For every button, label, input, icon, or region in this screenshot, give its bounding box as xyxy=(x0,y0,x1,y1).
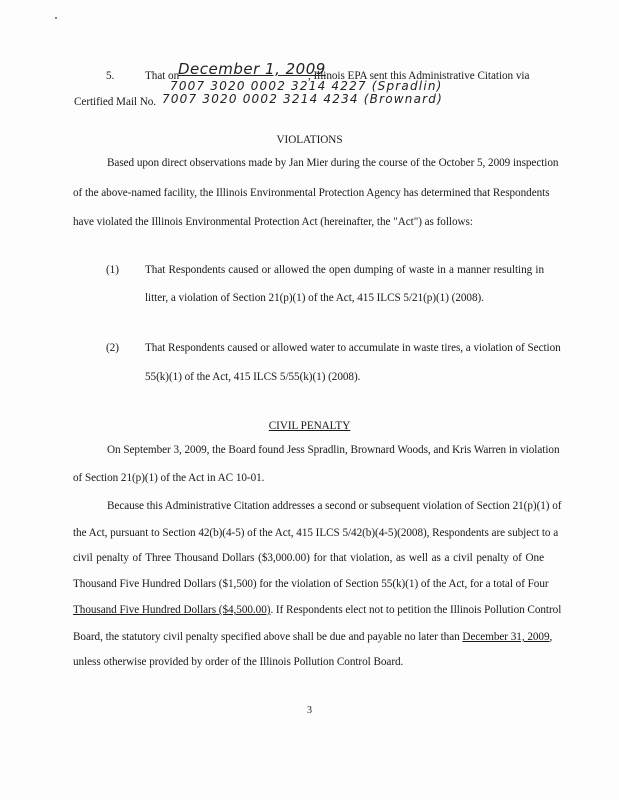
penalty-para2-line-4: Thousand Five Hundred Dollars ($1,500) for the violation of Section 55(k)(1) of the Act, for a total of Four xyxy=(73,578,549,590)
scan-speck xyxy=(55,17,57,19)
violation-text-line: litter, a violation of Section 21(p)(1) of the Act, 415 ILCS 5/21(p)(1) (2008). xyxy=(145,292,484,304)
penalty-para2-line-2: the Act, pursuant to Section 42(b)(4-5) of the Act, 415 ILCS 5/42(b)(4-5)(2008), Respondents are subject to a xyxy=(73,527,559,539)
penalty-para2-line-6 xyxy=(73,631,552,643)
civil-penalty-heading: CIVIL PENALTY xyxy=(268,420,351,432)
penalty-para1-line-1: On September 3, 2009, the Board found Jess Spradlin, Brownard Woods, and Kris Warren in violation xyxy=(107,444,560,456)
violation-text-line: That Respondents caused or allowed the open dumping of waste in a manner resulting in xyxy=(145,264,544,276)
violations-intro-line-1: Based upon direct observations made by Jan Mier during the course of the October 5, 2009 inspection xyxy=(107,157,559,169)
certified-mail-label: Certified Mail No. xyxy=(74,96,157,108)
violations-intro-line-2: of the above-named facility, the Illinois Environmental Protection Agency has determined that Respondents xyxy=(73,187,550,199)
penalty-para2-line-3: civil penalty of Three Thousand Dollars ($3,000.00) for that violation, as well as a civil penalty of One xyxy=(73,552,544,564)
handwritten-tracking-2: 7007 3020 0002 3214 4234 (Brownard) xyxy=(162,92,443,106)
paragraph-lead: That on xyxy=(145,70,180,82)
violations-intro-line-3: have violated the Illinois Environmental Protection Act (hereinafter, the "Act") as follows: xyxy=(73,216,473,228)
due-date: December 31, 2009 xyxy=(462,631,550,643)
paragraph-number: 5. xyxy=(106,70,115,82)
penalty-para1-line-2: of Section 21(p)(1) of the Act in AC 10-01. xyxy=(73,472,265,484)
violation-text-line: 55(k)(1) of the Act, 415 ILCS 5/55(k)(1) (2008). xyxy=(145,371,361,383)
penalty-para2-line-7: unless otherwise provided by order of the Illinois Pollution Control Board. xyxy=(73,656,404,668)
penalty-line-text: , xyxy=(549,631,553,643)
violation-number: (2) xyxy=(106,342,119,354)
total-penalty-amount: Thousand Five Hundred Dollars ($4,500.00) xyxy=(73,604,271,616)
penalty-line-text: . If Respondents elect not to petition the Illinois Pollution Control xyxy=(270,604,562,616)
paragraph-rest: , Illinois EPA sent this Administrative Citation via xyxy=(308,70,530,82)
penalty-para2-line-1: Because this Administrative Citation addresses a second or subsequent violation of Section 21(p)(1) of xyxy=(107,500,562,512)
penalty-line-text: Board, the statutory civil penalty specified above shall be due and payable no later than xyxy=(73,631,463,643)
penalty-para2-line-5 xyxy=(73,604,561,616)
handwritten-tracking-1: 7007 3020 0002 3214 4227 (Spradlin) xyxy=(170,79,443,93)
violations-heading: VIOLATIONS xyxy=(276,134,343,146)
violation-text-line: That Respondents caused or allowed water to accumulate in waste tires, a violation of Section xyxy=(145,342,561,354)
handwritten-date: December 1, 2009 xyxy=(178,60,326,78)
violation-number: (1) xyxy=(106,264,119,276)
page-number: 3 xyxy=(307,705,312,716)
